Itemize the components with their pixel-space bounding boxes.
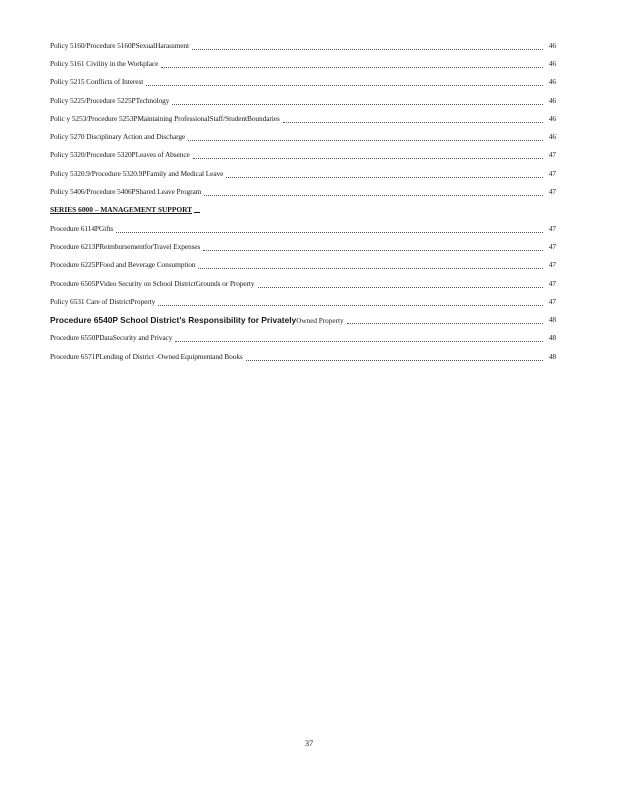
toc-section-heading [50, 201, 556, 219]
toc-row [50, 237, 556, 255]
dot-leader [246, 356, 543, 361]
toc-row [50, 182, 556, 200]
section-heading-text: SERIES 6000 – MANAGEMENT SUPPORT [50, 205, 193, 215]
toc-page-number: 47 [548, 168, 556, 178]
toc-entry-text: Policy 5160/Procedure 5160PSexualHarassment [50, 40, 189, 50]
toc-row [50, 274, 556, 292]
toc-page-number: 46 [548, 77, 556, 87]
toc-page-number: 46 [548, 58, 556, 68]
toc-row [50, 219, 556, 237]
toc-page-number: 46 [548, 40, 556, 50]
toc-entry-text: Policy 5161 Civility in the Workplace [50, 58, 159, 68]
toc-page-number: 47 [548, 223, 556, 233]
toc-row [50, 347, 556, 365]
toc-entry-text: Policy 5270 Disciplinary Action and Discharge [50, 132, 186, 142]
toc-row [50, 164, 556, 182]
toc-entry-text: Policy 5406/Procedure 5406PShared Leave Program [50, 187, 202, 197]
toc-entry-text: Procedure 6114PGifts [50, 223, 114, 233]
toc-row [50, 73, 556, 91]
toc-entry-text: Polic y 5253/Procedure 5253PMaintaining ProfessionalStaff/StudentBoundaries [50, 113, 280, 123]
dot-leader [161, 63, 543, 68]
toc-page-number: 47 [548, 241, 556, 251]
dot-leader [158, 301, 543, 306]
dot-leader [347, 319, 543, 324]
dot-leader [258, 283, 544, 288]
toc-entry-text: Procedure 6550PDataSecurity and Privacy [50, 333, 173, 343]
toc-row [50, 109, 556, 127]
dot-leader [193, 154, 543, 159]
toc-page-number: 47 [548, 260, 556, 270]
toc-page-number: 46 [548, 132, 556, 142]
toc-page-number: 47 [548, 150, 556, 160]
table-of-contents [50, 36, 556, 365]
toc-row [50, 127, 556, 145]
dot-leader [116, 228, 543, 233]
toc-page-number: 48 [548, 333, 556, 343]
toc-entry-text: Policy 6531 Care of DistrictProperty [50, 296, 156, 306]
toc-page-number: 48 [548, 351, 556, 361]
toc-entry-text: Procedure 6213PReimbursementforTravel Expenses [50, 241, 201, 251]
toc-page-number: 46 [548, 95, 556, 105]
dot-leader [204, 191, 543, 196]
toc-row [50, 292, 556, 310]
toc-page-number: 46 [548, 113, 556, 123]
dot-leader [203, 246, 543, 251]
toc-page-number: 48 [548, 315, 556, 325]
dot-leader [226, 173, 543, 178]
heading-underline-tail [194, 206, 200, 213]
toc-entry-text: Policy 5320.9/Procedure 5320.9PFamily and Medical Leave [50, 168, 224, 178]
toc-page-number: 47 [548, 278, 556, 288]
toc-row-bold [50, 310, 556, 328]
toc-row [50, 54, 556, 72]
dot-leader [198, 264, 543, 269]
dot-leader [283, 118, 543, 123]
dot-leader [188, 136, 543, 141]
toc-row [50, 329, 556, 347]
toc-row [50, 146, 556, 164]
dot-leader [172, 100, 543, 105]
dot-leader [192, 45, 543, 50]
page-number-footer: 37 [304, 739, 314, 748]
toc-entry-text [50, 315, 344, 325]
toc-row [50, 256, 556, 274]
toc-entry-text: Policy 5320/Procedure 5320PLeaves of Absence [50, 150, 190, 160]
toc-entry-text: Policy 5225/Procedure 5225PTechnology [50, 95, 170, 105]
toc-entry-bold-part: Procedure 6540P School District’s Responsibility for Privately [50, 314, 297, 325]
toc-row [50, 36, 556, 54]
dot-leader [175, 337, 543, 342]
toc-entry-text: Policy 5215 Conflicts of Interest [50, 77, 144, 87]
toc-page-number: 47 [548, 187, 556, 197]
toc-entry-text: Procedure 6571PLending of District -Owned Equipmentand Books [50, 351, 243, 361]
toc-entry-rest: Owned Property [296, 316, 344, 325]
toc-page-number: 47 [548, 296, 556, 306]
toc-row [50, 91, 556, 109]
toc-entry-text: Procedure 6505PVideo Security on School DistrictGrounds or Property [50, 278, 255, 288]
toc-entry-text: Procedure 6225PFood and Beverage Consumption [50, 260, 196, 270]
dot-leader [146, 81, 543, 86]
